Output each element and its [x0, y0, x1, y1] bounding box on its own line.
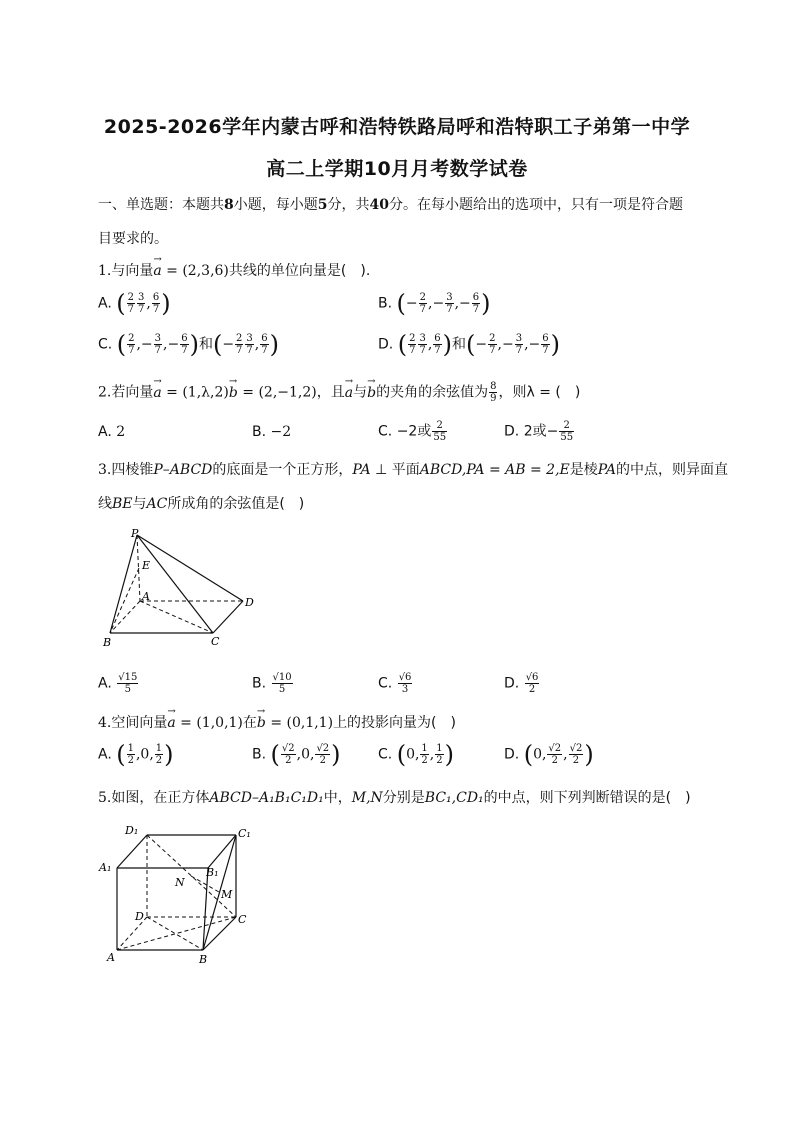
q3-option-c[interactable]: C. $\frac{√6}{3}$	[378, 672, 412, 695]
q2-option-d[interactable]: D. 2或− $\frac{2}{55}$	[504, 420, 574, 443]
point-label-e: E	[142, 559, 151, 572]
cube-figure	[95, 820, 265, 968]
question-3: 3.四棱锥P–ABCD的底面是一个正方形，PA ⊥ 平面ABCD,PA = AB = 2,E是棱PA的中点，则异面直	[98, 462, 729, 478]
point-label-b: B	[103, 636, 112, 649]
point-label-d1: D₁	[125, 824, 139, 837]
question-3-cont: 线BE与AC所成角的余弦值是( )	[98, 496, 305, 512]
question-4: 4.空间向量→ a = (1,0,1)在→ b = (0,1,1)上的投影向量为( )	[98, 712, 456, 732]
point-label-a: A	[107, 951, 115, 964]
section-intro: 一、单选题：本题共8小题，每小题5分，共40分。在每小题给出的选项中，只有一项是符合题	[98, 197, 683, 213]
q4-option-b[interactable]: B. ( $\frac{√2}{2}$ ,0, $\frac{√2}{2}$ )	[252, 740, 341, 769]
q3-option-d[interactable]: D. $\frac{√6}{2}$	[504, 672, 539, 695]
q1-option-b[interactable]: B. (− $\frac{2}{7}$ ,− $\frac{3}{7}$ ,− $\frac{6}{7}$ )	[378, 289, 491, 318]
point-label-c: C	[238, 913, 247, 926]
q4-option-a[interactable]: A. ( $\frac{1}{2}$ ,0, $\frac{1}{2}$ )	[98, 740, 174, 769]
point-label-b1: B₁	[206, 866, 219, 879]
question-2: 2.若向量→ a = (1,λ,2)→ b = (2,−1,2)，且→ a与→ b的夹角的余弦值为 $\frac{8}{9}$ ，则λ = ( )	[98, 381, 580, 404]
q2-option-c[interactable]: C. −2或 $\frac{2}{55}$	[378, 420, 447, 443]
point-label-d: D	[245, 596, 254, 609]
point-label-m: M	[221, 888, 233, 901]
q4-option-c[interactable]: C. (0, $\frac{1}{2}$ , $\frac{1}{2}$ )	[378, 740, 454, 769]
q1-option-a[interactable]: A. ( $\frac{2}{7}$ $\frac{3}{7}$ , $\frac{6}{7}$ )	[98, 289, 171, 318]
point-label-b: B	[199, 953, 208, 966]
point-label-a: A	[142, 590, 150, 603]
section-intro-cont: 目要求的。	[98, 231, 168, 247]
q1-option-c[interactable]: C. ( $\frac{2}{7}$ ,− $\frac{3}{7}$ ,− $\frac{6}{7}$ )和(− $\frac{2}{7}$ $\frac{3}{7}$ , $\frac{6}{7}$ )	[98, 330, 279, 359]
point-label-c1: C₁	[238, 827, 251, 840]
point-label-c: C	[211, 635, 220, 648]
question-1: 1.与向量→ a = (2,3,6)共线的单位向量是( ).	[98, 260, 370, 280]
exam-title-line2: 高二上学期10月月考数学试卷	[266, 158, 528, 180]
exam-title-line1: 2025-2026学年内蒙古呼和浩特铁路局呼和浩特职工子弟第一中学	[103, 116, 691, 138]
point-label-n: N	[175, 876, 185, 889]
q3-option-b[interactable]: B. $\frac{√10}{5}$	[252, 672, 292, 695]
question-5: 5.如图，在正方体ABCD–A₁B₁C₁D₁中，M,N分别是BC₁,CD₁的中点，则下列判断错误的是( )	[98, 790, 691, 806]
q1-option-d[interactable]: D. ( $\frac{2}{7}$ $\frac{3}{7}$ , $\frac{6}{7}$ )和(− $\frac{2}{7}$ ,− $\frac{3}{7}$ ,− $\frac{6}{7}$ )	[378, 330, 560, 359]
q4-option-d[interactable]: D. (0, $\frac{√2}{2}$ , $\frac{√2}{2}$ )	[504, 740, 594, 769]
point-label-a1: A₁	[99, 861, 112, 874]
q2-option-b[interactable]: B. −2	[252, 424, 292, 440]
q3-option-a[interactable]: A. $\frac{√15}{5}$	[98, 672, 138, 695]
pyramid-figure	[95, 525, 265, 650]
point-label-d: D	[135, 910, 144, 923]
point-label-p: P	[131, 527, 139, 540]
q2-option-a[interactable]: A. 2	[98, 424, 126, 440]
